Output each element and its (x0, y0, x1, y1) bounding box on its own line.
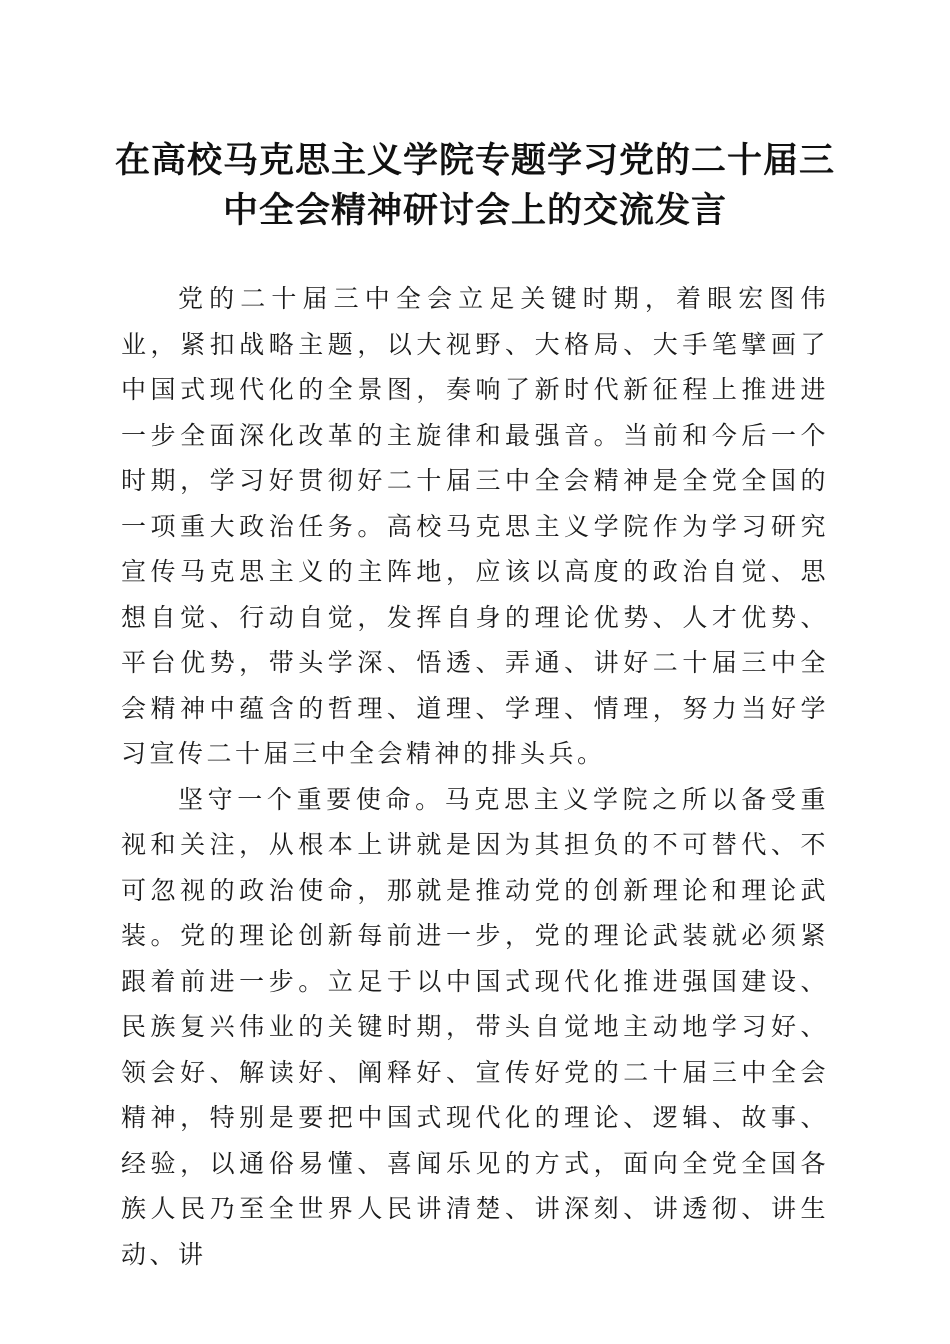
paragraph-intro: 党的二十届三中全会立足关键时期，着眼宏图伟业，紧扣战略主题，以大视野、大格局、大手笔擘画了中国式现代化的全景图，奏响了新时代新征程上推进进一步全面深化改革的主旋律和最强音。当前和今后一个时期，学习好贯彻好二十届三中全会精神是全党全国的一项重大政治任务。高校马克思主义学院作为学习研究宣传马克思主义的主阵地，应该以高度的政治自觉、思想自觉、行动自觉，发挥自身的理论优势、人才优势、平台优势，带头学深、悟透、弄通、讲好二十届三中全会精神中蕴含的哲理、道理、学理、情理，努力当好学习宣传二十届三中全会精神的排头兵。 (121, 284, 829, 768)
paragraph-mission: 坚守一个重要使命。马克思主义学院之所以备受重视和关注，从根本上讲就是因为其担负的不可替代、不可忽视的政治使命，那就是推动党的创新理论和理论武装。党的理论创新每前进一步，党的理论武装就必须紧跟着前进一步。立足于以中国式现代化推进强国建设、民族复兴伟业的关键时期，带头自觉地主动地学习好、领会好、解读好、阐释好、宣传好党的二十届三中全会精神，特别是要把中国式现代化的理论、逻辑、故事、经验，以通俗易懂、喜闻乐见的方式，面向全党全国各族人民乃至全世界人民讲清楚、讲深刻、讲透彻、讲生动、讲 (121, 784, 829, 1269)
title-line-1: 在高校马克思主义学院专题学习党的二十届三 (114, 140, 835, 181)
document-title (100, 136, 850, 236)
document-body (121, 276, 829, 1277)
title-line-2: 中全会精神研讨会上的交流发言 (222, 190, 727, 231)
